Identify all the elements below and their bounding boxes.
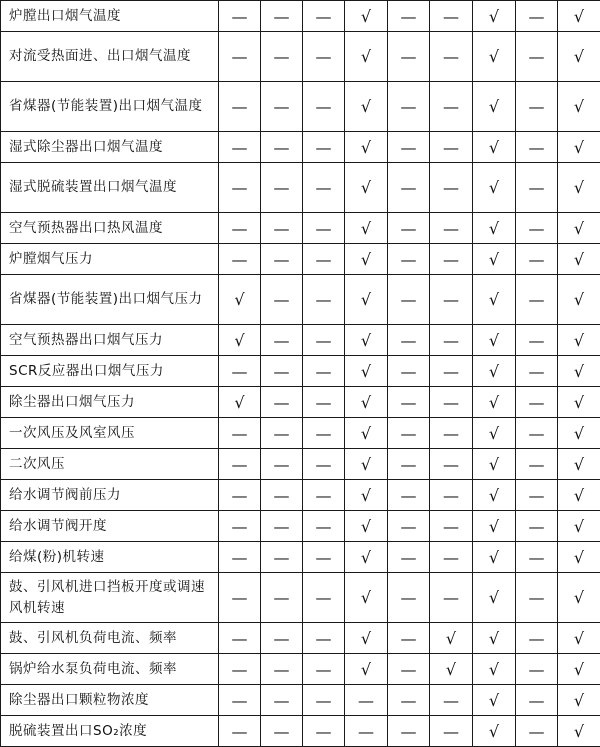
parameter-name: 二次风压 [1,449,219,480]
dash-mark: — [303,275,345,325]
dash-mark: — [388,623,430,654]
table-row [1,82,600,132]
dash-mark: — [388,132,430,163]
check-mark: √ [558,418,600,449]
dash-mark: — [303,32,345,82]
table-row [1,275,600,325]
check-mark: √ [473,132,516,163]
dash-mark: — [516,573,558,623]
dash-mark: — [261,623,303,654]
parameter-name: 除尘器出口颗粒物浓度 [1,685,219,716]
parameter-name: 锅炉给水泵负荷电流、频率 [1,654,219,685]
dash-mark: — [516,685,558,716]
parameter-name: 炉膛烟气压力 [1,244,219,275]
dash-mark: — [261,573,303,623]
dash-mark: — [261,163,303,213]
dash-mark: — [430,82,473,132]
check-mark: √ [345,623,388,654]
check-mark: √ [345,325,388,356]
dash-mark: — [303,623,345,654]
dash-mark: — [303,163,345,213]
dash-mark: — [388,82,430,132]
check-mark: √ [558,480,600,511]
parameter-name: 除尘器出口烟气压力 [1,387,219,418]
table-row [1,685,600,716]
check-mark: √ [558,449,600,480]
dash-mark: — [261,449,303,480]
dash-mark: — [261,1,303,32]
dash-mark: — [516,163,558,213]
check-mark: √ [345,387,388,418]
check-mark: √ [473,716,516,747]
check-mark: √ [558,32,600,82]
dash-mark: — [303,387,345,418]
table-row [1,480,600,511]
check-mark: √ [558,82,600,132]
dash-mark: — [388,654,430,685]
dash-mark: — [303,716,345,747]
dash-mark: — [430,685,473,716]
table-row [1,542,600,573]
dash-mark: — [516,511,558,542]
dash-mark: — [261,480,303,511]
dash-mark: — [388,716,430,747]
dash-mark: — [388,244,430,275]
dash-mark: — [219,654,261,685]
dash-mark: — [219,356,261,387]
dash-mark: — [219,623,261,654]
check-mark: √ [345,480,388,511]
dash-mark: — [219,418,261,449]
table-row [1,573,600,623]
check-mark: √ [345,32,388,82]
dash-mark: — [516,716,558,747]
dash-mark: — [516,82,558,132]
dash-mark: — [303,511,345,542]
check-mark: √ [558,275,600,325]
dash-mark: — [303,685,345,716]
parameter-name: 湿式除尘器出口烟气温度 [1,132,219,163]
dash-mark: — [516,244,558,275]
check-mark: √ [558,325,600,356]
dash-mark: — [430,480,473,511]
check-mark: √ [345,1,388,32]
dash-mark: — [430,132,473,163]
check-mark: √ [473,356,516,387]
check-mark: √ [345,82,388,132]
check-mark: √ [473,163,516,213]
parameter-name: 给水调节阀前压力 [1,480,219,511]
dash-mark: — [261,685,303,716]
dash-mark: — [430,32,473,82]
check-mark: √ [558,1,600,32]
check-mark: √ [345,449,388,480]
check-mark: √ [473,1,516,32]
check-mark: √ [345,356,388,387]
check-mark: √ [558,654,600,685]
check-mark: √ [473,325,516,356]
table-body [1,1,600,747]
dash-mark: — [516,213,558,244]
dash-mark: — [388,213,430,244]
dash-mark: — [430,244,473,275]
dash-mark: — [430,418,473,449]
dash-mark: — [219,1,261,32]
dash-mark: — [516,449,558,480]
dash-mark: — [430,213,473,244]
dash-mark: — [430,163,473,213]
parameter-name: 炉膛出口烟气温度 [1,1,219,32]
dash-mark: — [516,387,558,418]
check-mark: √ [345,511,388,542]
dash-mark: — [303,449,345,480]
check-mark: √ [345,163,388,213]
check-mark: √ [345,213,388,244]
dash-mark: — [261,213,303,244]
dash-mark: — [516,356,558,387]
dash-mark: — [430,449,473,480]
dash-mark: — [261,542,303,573]
dash-mark: — [261,716,303,747]
check-mark: √ [473,275,516,325]
dash-mark: — [303,418,345,449]
check-mark: √ [473,449,516,480]
dash-mark: — [430,325,473,356]
check-mark: √ [219,275,261,325]
dash-mark: — [303,213,345,244]
dash-mark: — [516,32,558,82]
dash-mark: — [516,275,558,325]
table-row [1,163,600,213]
dash-mark: — [388,387,430,418]
dash-mark: — [261,325,303,356]
parameter-name: 给水调节阀开度 [1,511,219,542]
check-mark: √ [473,654,516,685]
dash-mark: — [516,325,558,356]
dash-mark: — [303,1,345,32]
dash-mark: — [219,82,261,132]
check-mark: √ [473,32,516,82]
table-row [1,418,600,449]
dash-mark: — [516,1,558,32]
dash-mark: — [303,480,345,511]
parameter-name: 给煤(粉)机转速 [1,542,219,573]
dash-mark: — [430,1,473,32]
parameter-name: 空气预热器出口烟气压力 [1,325,219,356]
dash-mark: — [388,480,430,511]
dash-mark: — [261,511,303,542]
dash-mark: — [345,685,388,716]
table-row [1,132,600,163]
dash-mark: — [303,356,345,387]
dash-mark: — [219,716,261,747]
dash-mark: — [219,480,261,511]
dash-mark: — [303,573,345,623]
check-mark: √ [430,654,473,685]
check-mark: √ [219,387,261,418]
check-mark: √ [558,163,600,213]
check-mark: √ [558,685,600,716]
dash-mark: — [219,132,261,163]
table-row [1,32,600,82]
dash-mark: — [388,449,430,480]
dash-mark: — [388,163,430,213]
dash-mark: — [430,511,473,542]
dash-mark: — [261,418,303,449]
check-mark: √ [473,573,516,623]
check-mark: √ [345,275,388,325]
check-mark: √ [473,542,516,573]
dash-mark: — [303,542,345,573]
dash-mark: — [516,542,558,573]
dash-mark: — [430,387,473,418]
check-mark: √ [558,387,600,418]
dash-mark: — [261,32,303,82]
dash-mark: — [261,132,303,163]
table-row [1,244,600,275]
table-row [1,511,600,542]
dash-mark: — [261,356,303,387]
dash-mark: — [516,654,558,685]
check-mark: √ [558,213,600,244]
check-mark: √ [473,244,516,275]
dash-mark: — [219,32,261,82]
dash-mark: — [430,275,473,325]
check-mark: √ [558,244,600,275]
check-mark: √ [558,716,600,747]
table-row [1,623,600,654]
dash-mark: — [388,275,430,325]
parameter-name: SCR反应器出口烟气压力 [1,356,219,387]
dash-mark: — [388,356,430,387]
check-mark: √ [558,542,600,573]
dash-mark: — [219,244,261,275]
dash-mark: — [388,573,430,623]
check-mark: √ [345,418,388,449]
parameter-name: 对流受热面进、出口烟气温度 [1,32,219,82]
parameter-name: 一次风压及风室风压 [1,418,219,449]
table-row [1,387,600,418]
check-mark: √ [345,573,388,623]
parameter-name: 省煤器(节能装置)出口烟气压力 [1,275,219,325]
dash-mark: — [516,132,558,163]
dash-mark: — [516,418,558,449]
dash-mark: — [303,82,345,132]
check-mark: √ [430,623,473,654]
dash-mark: — [388,1,430,32]
dash-mark: — [388,685,430,716]
dash-mark: — [261,244,303,275]
dash-mark: — [388,418,430,449]
dash-mark: — [219,573,261,623]
dash-mark: — [430,356,473,387]
dash-mark: — [388,325,430,356]
check-mark: √ [473,685,516,716]
parameter-name: 鼓、引风机进口挡板开度或调速风机转速 [1,573,219,623]
dash-mark: — [430,542,473,573]
dash-mark: — [345,716,388,747]
check-mark: √ [473,213,516,244]
check-mark: √ [558,132,600,163]
dash-mark: — [219,449,261,480]
table-row [1,356,600,387]
dash-mark: — [261,275,303,325]
dash-mark: — [219,213,261,244]
dash-mark: — [219,163,261,213]
check-mark: √ [473,82,516,132]
check-mark: √ [558,511,600,542]
check-mark: √ [473,480,516,511]
table-row [1,449,600,480]
table-row [1,213,600,244]
check-mark: √ [558,623,600,654]
dash-mark: — [388,542,430,573]
dash-mark: — [303,244,345,275]
dash-mark: — [219,685,261,716]
table-row [1,325,600,356]
check-mark: √ [473,387,516,418]
check-mark: √ [473,511,516,542]
dash-mark: — [430,573,473,623]
dash-mark: — [388,511,430,542]
dash-mark: — [516,480,558,511]
table-row [1,1,600,32]
dash-mark: — [219,542,261,573]
check-mark: √ [345,132,388,163]
check-mark: √ [558,356,600,387]
check-mark: √ [473,418,516,449]
check-mark: √ [558,573,600,623]
dash-mark: — [261,387,303,418]
check-mark: √ [219,325,261,356]
dash-mark: — [303,325,345,356]
dash-mark: — [261,82,303,132]
check-mark: √ [345,654,388,685]
dash-mark: — [516,623,558,654]
check-mark: √ [473,623,516,654]
dash-mark: — [219,511,261,542]
parameter-name: 省煤器(节能装置)出口烟气温度 [1,82,219,132]
dash-mark: — [430,716,473,747]
dash-mark: — [303,132,345,163]
parameter-name: 脱硫装置出口SO₂浓度 [1,716,219,747]
dash-mark: — [303,654,345,685]
parameter-name: 鼓、引风机负荷电流、频率 [1,623,219,654]
dash-mark: — [261,654,303,685]
table-row [1,654,600,685]
check-mark: √ [345,244,388,275]
parameter-name: 湿式脱硫装置出口烟气温度 [1,163,219,213]
parameter-name: 空气预热器出口热风温度 [1,213,219,244]
dash-mark: — [388,32,430,82]
check-mark: √ [345,542,388,573]
